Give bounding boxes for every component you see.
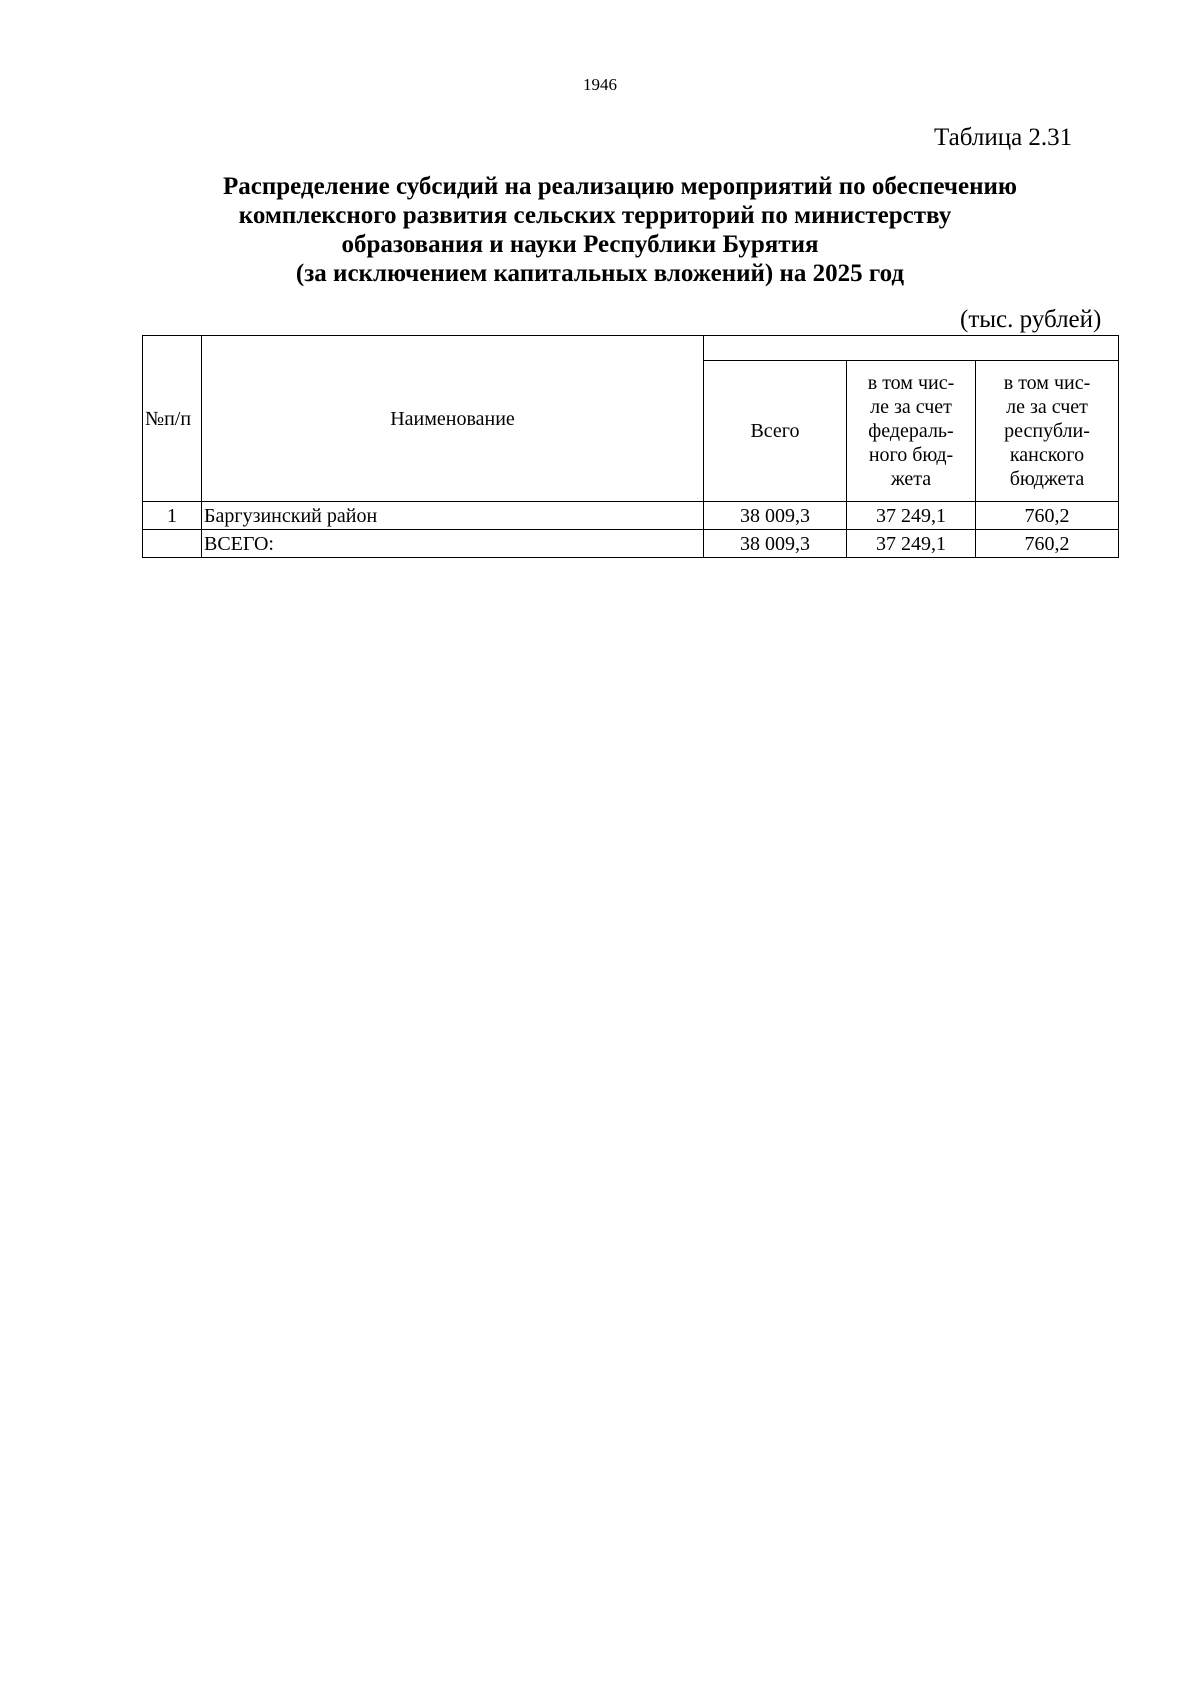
document-title — [140, 172, 1020, 288]
header-group-blank — [704, 336, 1119, 361]
title-line: образования и науки Республики Бурятия — [341, 231, 819, 258]
title-line: (за исключением капитальных вложений) на 2025 год — [295, 260, 905, 287]
row-federal: 37 249,1 — [847, 502, 976, 530]
title-line: комплексного развития сельских территорий по министерству — [238, 202, 952, 229]
header-republic: в том чис- ле за счет республи- канского бюджета — [976, 361, 1119, 502]
page-number: 1946 — [583, 75, 617, 94]
subsidy-table — [142, 335, 1119, 558]
units-label: (тыс. рублей) — [960, 306, 1102, 333]
row-total: 38 009,3 — [704, 502, 847, 530]
row-num — [143, 530, 202, 558]
row-name: ВСЕГО: — [202, 530, 704, 558]
row-name: Баргузинский район — [202, 502, 704, 530]
header-row-top — [143, 336, 1119, 361]
row-republic: 760,2 — [976, 502, 1119, 530]
header-total: Всего — [704, 361, 847, 502]
table-row-total — [143, 530, 1119, 558]
header-name: Наименование — [202, 336, 704, 502]
table-row — [143, 502, 1119, 530]
table-label: Таблица 2.31 — [934, 124, 1073, 151]
header-federal: в том чис- ле за счет федераль- ного бюд- жета — [847, 361, 976, 502]
row-total: 38 009,3 — [704, 530, 847, 558]
row-num: 1 — [143, 502, 202, 530]
title-line: Распределение субсидий на реализацию мероприятий по обеспечению — [222, 173, 1018, 200]
row-federal: 37 249,1 — [847, 530, 976, 558]
header-num: №п/п — [143, 336, 202, 502]
row-republic: 760,2 — [976, 530, 1119, 558]
